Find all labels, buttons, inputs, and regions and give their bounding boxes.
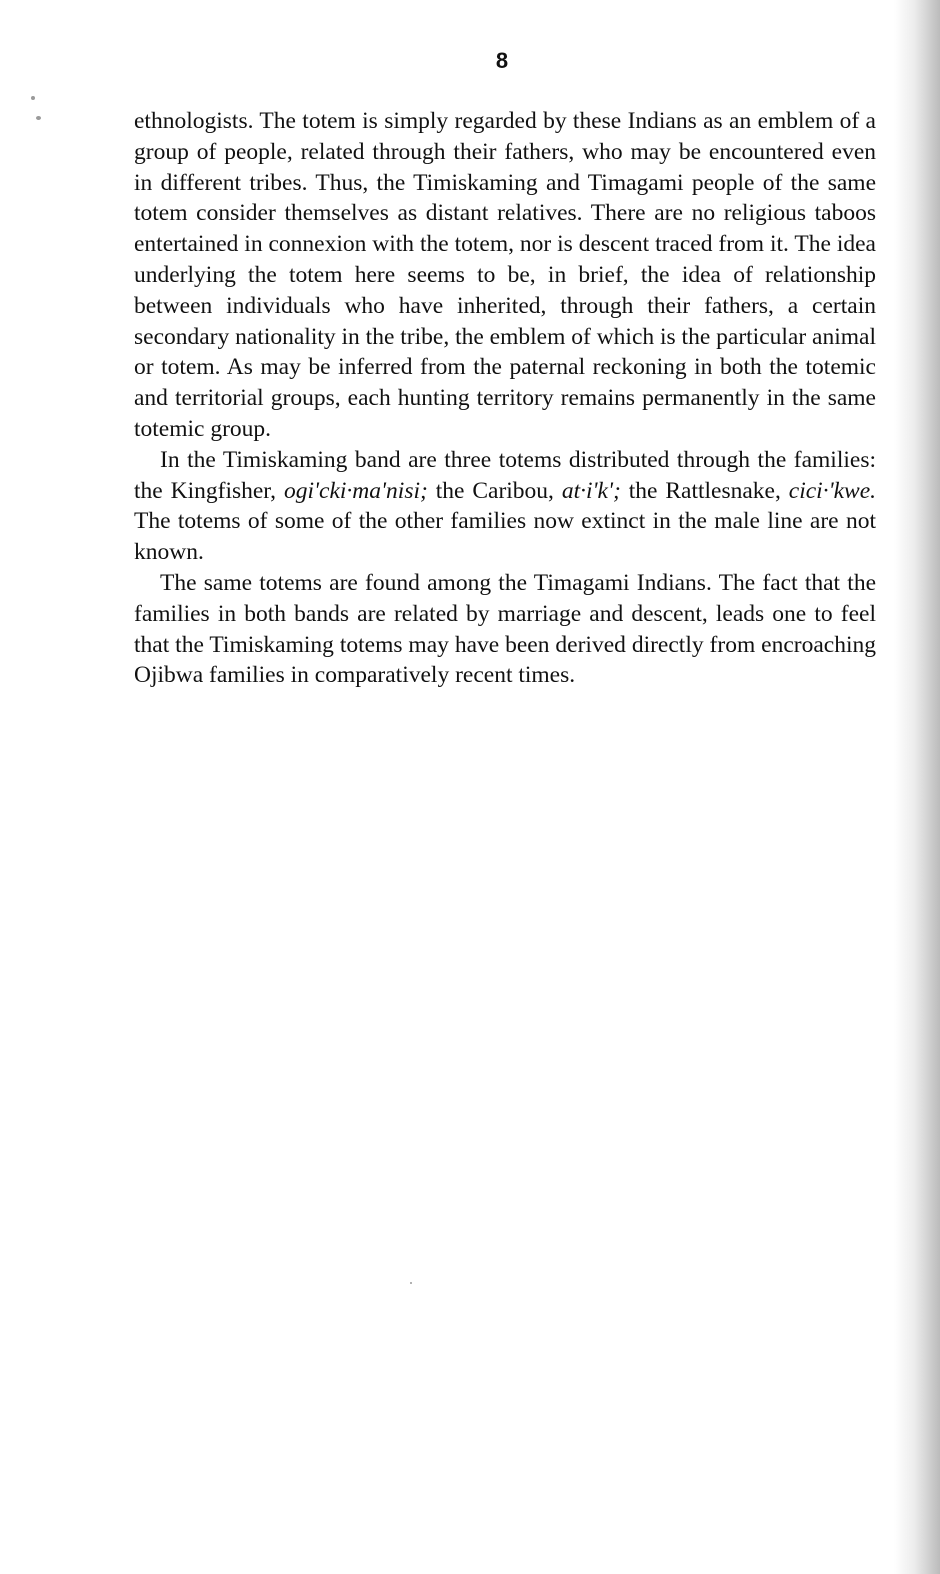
paragraph-2-text: the Rattlesnake, bbox=[620, 477, 789, 504]
paragraph-2 bbox=[134, 445, 876, 568]
paragraph-2-text: In the Timiskaming band are three totems distributed through the families: the Kingfisher, bbox=[134, 446, 876, 504]
paragraph-2-text: the Caribou, bbox=[427, 477, 562, 504]
kingfisher-term: ogi'cki·ma'nisi; bbox=[283, 477, 428, 504]
page-number: 8 bbox=[495, 48, 509, 73]
page-edge-shadow bbox=[894, 0, 940, 1574]
paragraph-3: The same totems are found among the Timagami Indians. The fact that the families in both bands are related by marriage and descent, leads one to feel that the Timiskaming totems may have been derived directly from encroaching Ojibwa families in comparatively recent times. bbox=[134, 569, 876, 689]
scan-speck bbox=[36, 116, 41, 120]
paragraph-2-text: The totems of some of the other families now extinct in the male line are not known. bbox=[134, 508, 876, 566]
caribou-term: at·i'k'; bbox=[561, 477, 621, 504]
rattlesnake-term: cici·'kwe. bbox=[788, 477, 877, 504]
body-text bbox=[134, 106, 876, 691]
scan-speck bbox=[31, 96, 35, 100]
scan-speck bbox=[410, 1282, 412, 1284]
paragraph-1: ethnologists. The totem is simply regarded by these Indians as an emblem of a group of people, related through their fathers, who may be encountered even in different tribes. Thus, the Timiskaming and Timagami people of the same totem consider themselves as distant relatives. There are no religious taboos entertained in connexion with the totem, nor is descent traced from it. The idea underlying the totem here seems to be, in brief, the idea of relationship between individuals who have inherited, through their fathers, a certain secondary nationality in the tribe, the emblem of which is the particular animal or totem. As may be inferred from the paternal reckoning in both the totemic and territorial groups, each hunting territory remains permanently in the same totemic group. bbox=[134, 108, 876, 442]
